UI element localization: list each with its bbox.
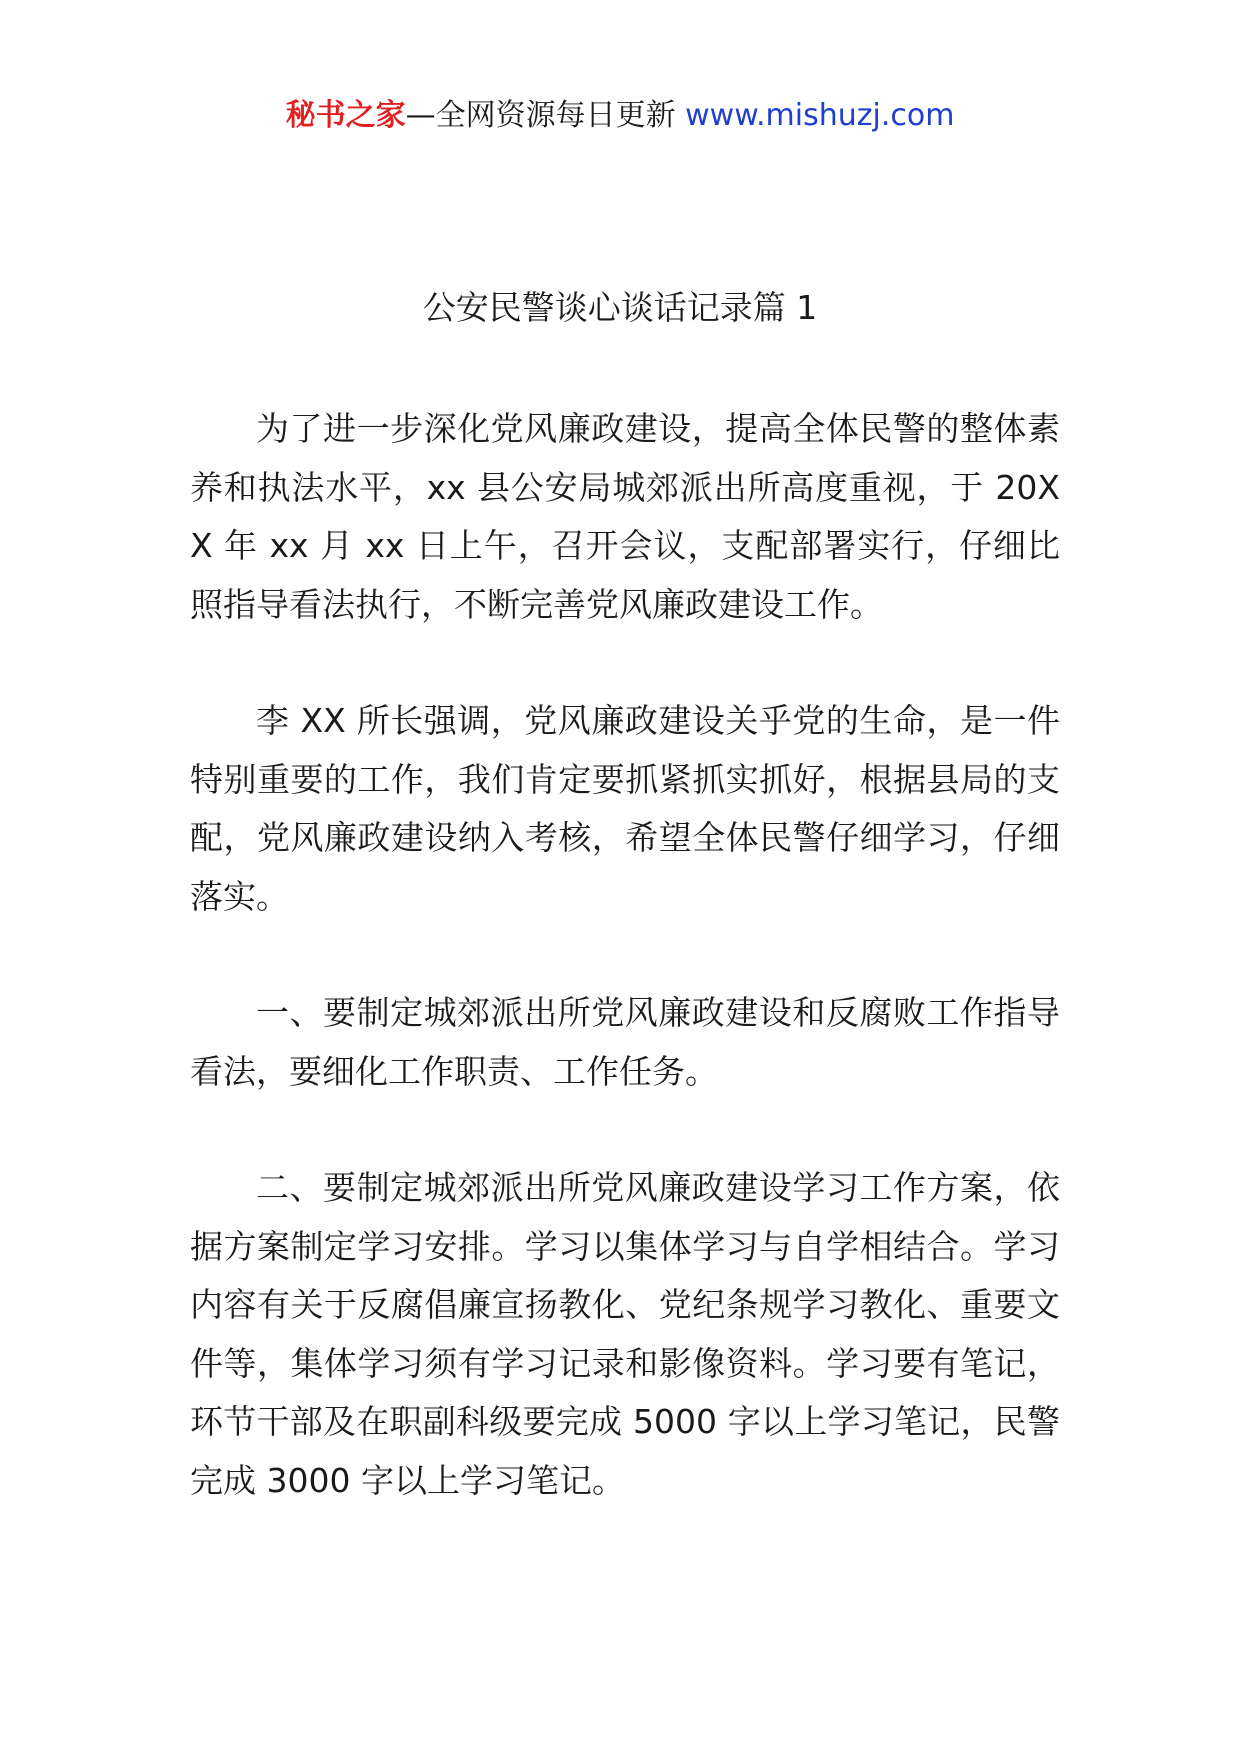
- page-header: [0, 96, 1240, 136]
- document-body: [190, 400, 1060, 1568]
- paragraph-2: 李 XX 所长强调，党风廉政建设关乎党的生命，是一件特别重要的工作，我们肯定要抓紧抓实抓好，根据县局的支配，党风廉政建设纳入考核，希望全体民警仔细学习，仔细落实。: [190, 701, 1060, 916]
- paragraph-3: 一、要制定城郊派出所党风廉政建设和反腐败工作指导看法，要细化工作职责、工作任务。: [190, 993, 1060, 1091]
- site-url-link[interactable]: www.mishuzj.com: [685, 98, 955, 133]
- paragraph-4: 二、要制定城郊派出所党风廉政建设学习工作方案，依据方案制定学习安排。学习以集体学习与自学相结合。学习内容有关于反腐倡廉宣扬教化、党纪条规学习教化、重要文件等，集体学习须有学习记录和影像资料。学习要有笔记，环节干部及在职副科级要完成 5000 字以上学习笔记，民警完成 3000 字以上学习笔记。: [190, 1168, 1060, 1500]
- brand-name: 秘书之家: [285, 98, 406, 133]
- header-tagline: —全网资源每日更新: [405, 98, 676, 133]
- paragraph-1: 为了进一步深化党风廉政建设，提高全体民警的整体素养和执法水平，xx 县公安局城郊派出所高度重视，于 20XX 年 xx 月 xx 日上午，召开会议，支配部署实行，仔细比照指导看法执行，不断完善党风廉政建设工作。: [190, 409, 1060, 624]
- document-title: 公安民警谈心谈话记录篇 1: [422, 288, 818, 327]
